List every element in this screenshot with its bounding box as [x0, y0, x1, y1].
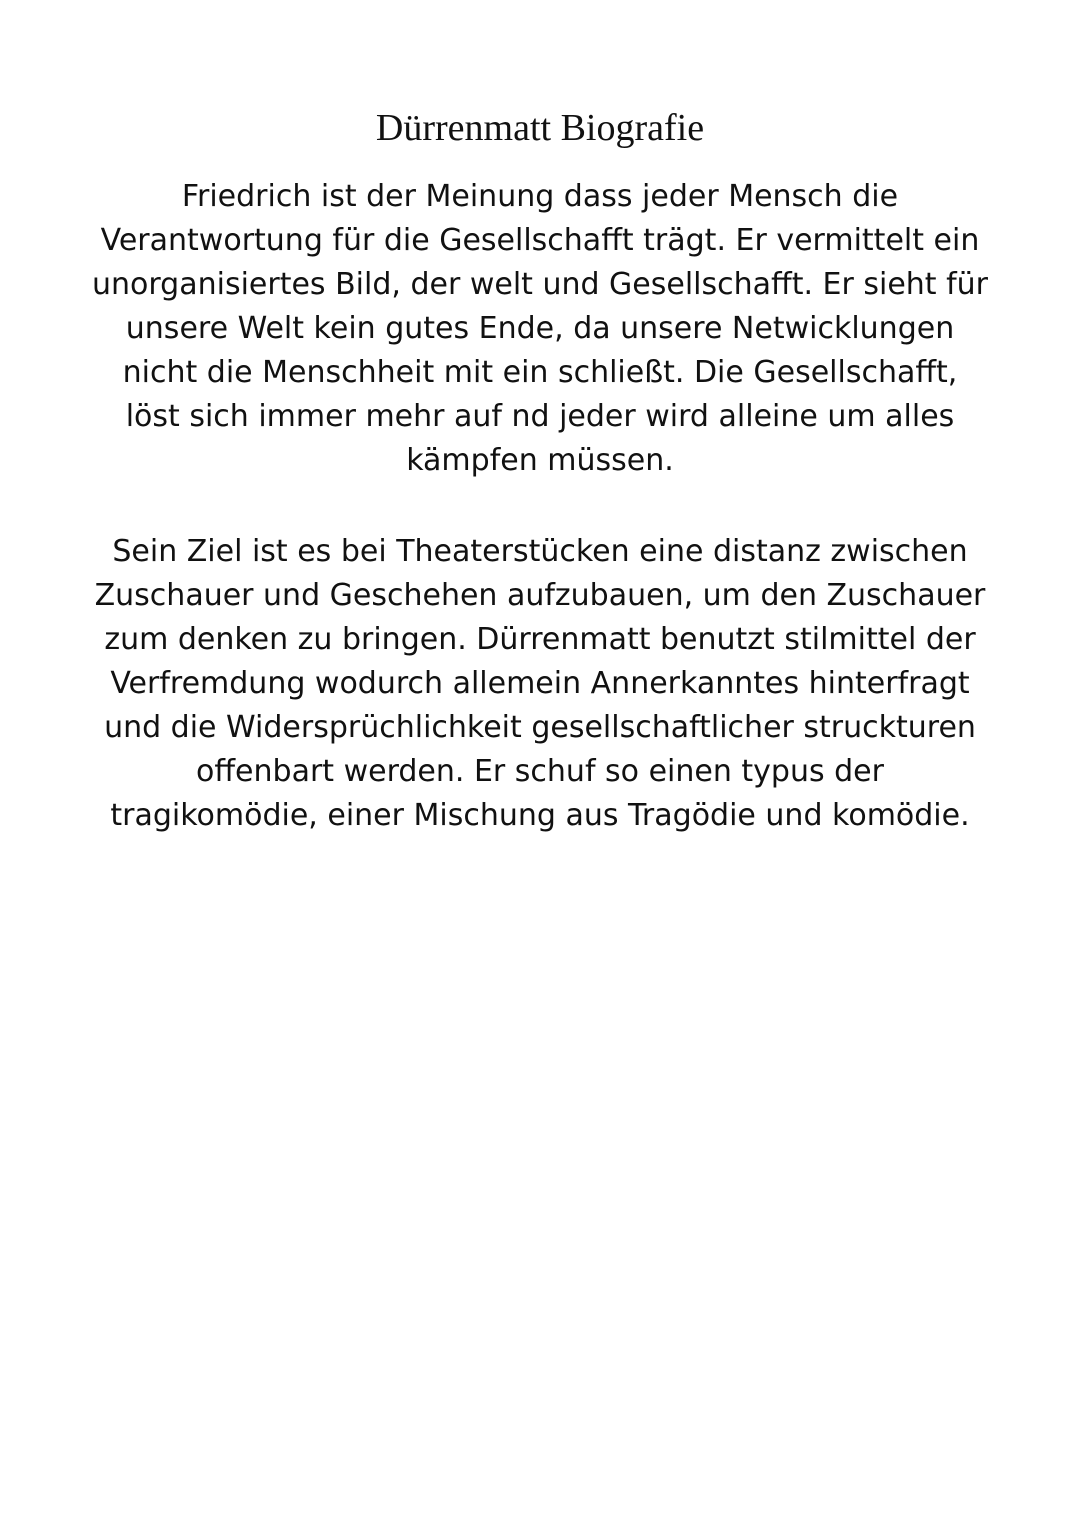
paragraph-line: kämpfen müssen. [406, 443, 674, 478]
paragraph-line: unsere Welt kein gutes Ende, da unsere Netwicklungen [125, 311, 955, 346]
paragraph-line: unorganisiertes Bild, der welt und Gesellschafft. Er sieht für [91, 267, 989, 302]
paragraph-line: Sein Ziel ist es bei Theaterstücken eine distanz zwischen [112, 534, 968, 569]
paragraph-line: Friedrich ist der Meinung dass jeder Mensch die [181, 179, 899, 214]
paragraph-line: offenbart werden. Er schuf so einen typus der [196, 754, 884, 789]
paragraph-line: tragikomödie, einer Mischung aus Tragödie und komödie. [110, 798, 970, 833]
paragraph-line: Verfremdung wodurch allemein Annerkanntes hinterfragt [110, 666, 970, 701]
paragraph-line: nicht die Menschheit mit ein schließt. Die Gesellschafft, [122, 355, 958, 390]
paragraph-line: löst sich immer mehr auf nd jeder wird alleine um alles [125, 399, 955, 434]
paragraph-line: zum denken zu bringen. Dürrenmatt benutzt stilmittel der [104, 622, 976, 657]
page-title: Dürrenmatt Biografie [375, 107, 705, 149]
paragraph-worldview [60, 175, 1020, 483]
paragraph-theater-goal [60, 530, 1020, 838]
paragraph-line: Verantwortung für die Gesellschafft trägt. Er vermittelt ein [100, 223, 980, 258]
paragraph-line: und die Widersprüchlichkeit gesellschaftlicher struckturen [104, 710, 976, 745]
paragraph-line: Zuschauer und Geschehen aufzubauen, um den Zuschauer [94, 578, 986, 613]
